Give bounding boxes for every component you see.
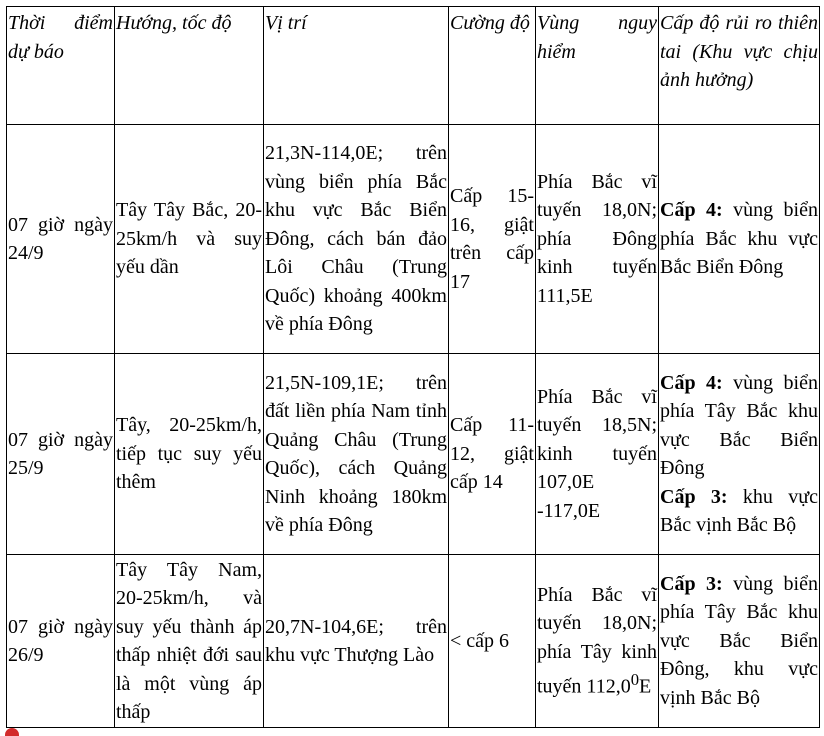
danger-zone-unit: E xyxy=(639,675,652,698)
header-time: Thời điểm dự báo xyxy=(7,7,115,125)
cell-direction: Tây, 20-25km/h, tiếp tục suy yếu thêm xyxy=(115,354,264,555)
risk-level-label: Cấp 3: xyxy=(660,485,728,508)
cell-time: 07 giờ ngày 26/9 xyxy=(7,555,115,728)
cell-time: 07 giờ ngày 24/9 xyxy=(7,125,115,354)
cell-time: 07 giờ ngày 25/9 xyxy=(7,354,115,555)
table-header-row xyxy=(7,7,820,125)
header-intensity: Cường độ xyxy=(449,7,536,125)
risk-entry xyxy=(660,570,818,713)
risk-area: khu vực Bắc vịnh Bắc Bộ xyxy=(660,485,818,536)
risk-area: vùng biển phía Tây Bắc khu vực Bắc Biển Đông, khu vực vịnh Bắc Bộ xyxy=(660,572,818,709)
cell-intensity: Cấp 15-16, giật trên cấp 17 xyxy=(449,125,536,354)
risk-level-label: Cấp 3: xyxy=(660,572,723,595)
risk-level-label: Cấp 4: xyxy=(660,371,723,394)
table-row xyxy=(7,354,820,555)
table-row xyxy=(7,555,820,728)
cell-danger-zone: Phía Bắc vĩ tuyến 18,0N; phía Đông kinh tuyến 111,5E xyxy=(536,125,659,354)
cell-risk-level xyxy=(659,555,820,728)
cell-direction: Tây Tây Nam, 20-25km/h, và suy yếu thành áp thấp nhiệt đới sau là một vùng áp thấp xyxy=(115,555,264,728)
red-marker-icon xyxy=(5,728,19,736)
table-row xyxy=(7,125,820,354)
risk-area: vùng biển phía Bắc khu vực Bắc Biển Đông xyxy=(660,199,818,279)
forecast-table xyxy=(6,6,820,728)
cell-position: 20,7N-104,6E; trên khu vực Thượng Lào xyxy=(264,555,449,728)
risk-area: vùng biển phía Tây Bắc khu vực Bắc Biển Đông xyxy=(660,371,818,479)
risk-entry xyxy=(660,196,818,282)
cell-risk-level xyxy=(659,125,820,354)
cell-risk-level xyxy=(659,354,820,555)
risk-entry xyxy=(660,483,818,540)
cell-position: 21,3N-114,0E; trên vùng biển phía Bắc khu vực Bắc Biển Đông, cách bán đảo Lôi Châu (Trung Quốc) khoảng 400km về phía Đông xyxy=(264,125,449,354)
risk-entry xyxy=(660,369,818,483)
header-risk-level: Cấp độ rủi ro thiên tai (Khu vực chịu ảnh hưởng) xyxy=(659,7,820,125)
degree-superscript: 0 xyxy=(630,670,640,690)
cell-intensity: Cấp 11-12, giật cấp 14 xyxy=(449,354,536,555)
cell-position: 21,5N-109,1E; trên đất liền phía Nam tỉnh Quảng Châu (Trung Quốc), cách Quảng Ninh khoảng 180km về phía Đông xyxy=(264,354,449,555)
cell-danger-zone: Phía Bắc vĩ tuyến 18,5N; kinh tuyến 107,0E -117,0E xyxy=(536,354,659,555)
danger-zone-text: Phía Bắc vĩ tuyến 18,0N; phía Tây kinh tuyến 112,0 xyxy=(537,583,657,698)
header-danger-zone: Vùng nguy hiểm xyxy=(536,7,659,125)
risk-level-label: Cấp 4: xyxy=(660,199,723,222)
cell-intensity: < cấp 6 xyxy=(449,555,536,728)
header-direction: Hướng, tốc độ xyxy=(115,7,264,125)
header-position: Vị trí xyxy=(264,7,449,125)
cell-danger-zone xyxy=(536,555,659,728)
cell-direction: Tây Tây Bắc, 20-25km/h và suy yếu dần xyxy=(115,125,264,354)
